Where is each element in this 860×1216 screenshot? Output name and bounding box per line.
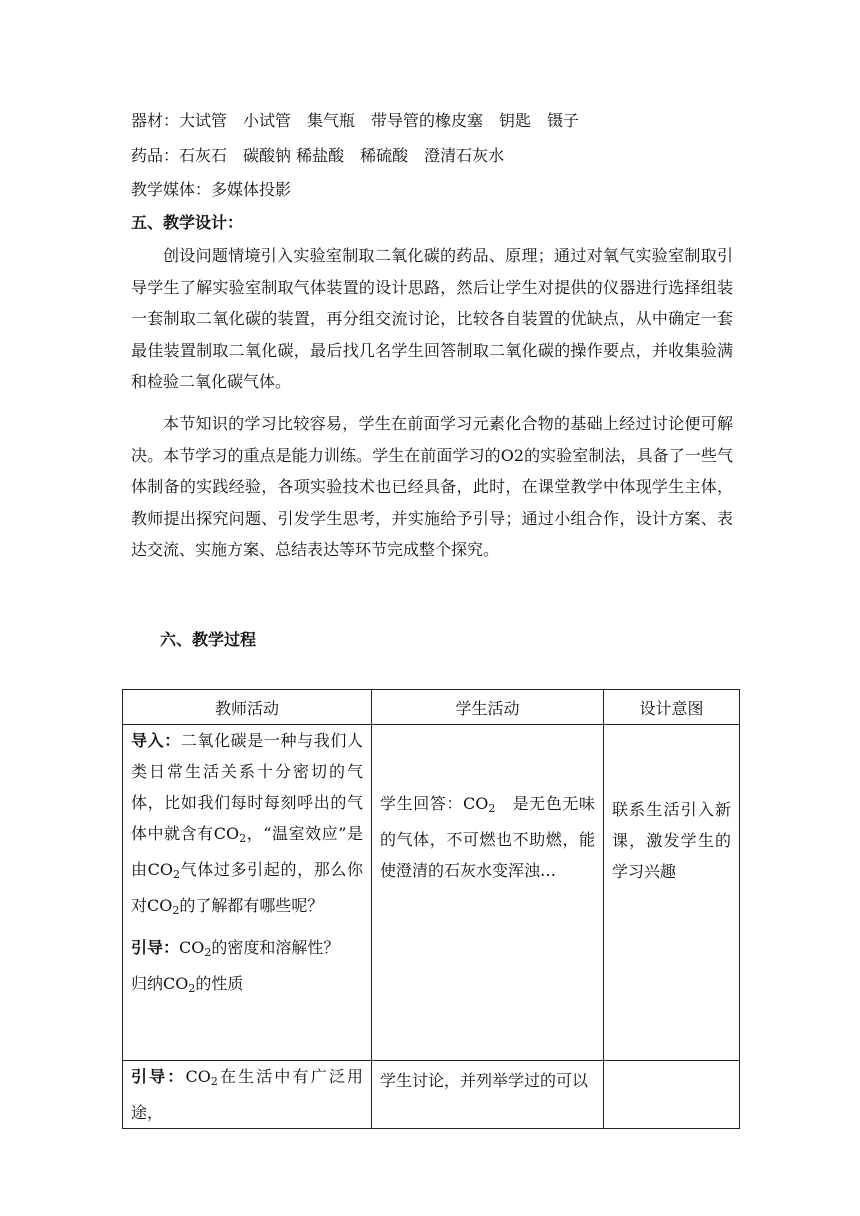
intro-part-c: 气体过多引起的，那么你对CO bbox=[131, 860, 363, 915]
student-activity-cell bbox=[372, 725, 604, 1061]
student-discussion-text: 学生讨论，并列举学过的可以 bbox=[380, 1071, 589, 1090]
reagents-label: 药品： bbox=[131, 146, 180, 165]
subscript-2: 2 bbox=[239, 832, 247, 845]
intro-label: 导入： bbox=[131, 731, 181, 750]
guide-part-b: 的密度和溶解性？ bbox=[211, 938, 340, 957]
guide-part-b: 在生活中有广泛用途， bbox=[131, 1067, 363, 1122]
student-part-a: 学生回答：CO bbox=[380, 794, 489, 813]
intro-part-d: 的了解都有哪些呢？ bbox=[179, 896, 324, 915]
equipment-label: 器材： bbox=[131, 111, 180, 130]
reagents-items: 石灰石 碳酸钠 稀盐酸 稀硫酸 澄清石灰水 bbox=[179, 146, 505, 165]
guide-part-a: CO bbox=[179, 938, 205, 957]
section5-paragraph-1: 创设问题情境引入实验室制取二氧化碳的药品、原理；通过对氧气实验室制取引导学生了解实验室制取气体装置的设计思路，然后让学生对提供的仪器进行选择组装一套制取二氧化碳的装置，再分组交流讨论，比较各自装置的优缺点，从中确定一套最佳装置制取二氧化碳，最后找几名学生回答制取二氧化碳的操作要点，并收集验满和检验二氧化碳气体。 bbox=[131, 246, 733, 391]
design-intent-cell bbox=[604, 1061, 740, 1129]
intro-part-a: 二氧化碳是一种与我们人类日常生活关系十分密切的气体，比如我们每时每刻呼出的气体中就含有CO bbox=[131, 731, 363, 843]
student-answer-text bbox=[380, 788, 595, 886]
equipment-items: 大试管 小试管 集气瓶 带导管的橡皮塞 钥匙 镊子 bbox=[179, 111, 580, 130]
table-header-row bbox=[123, 690, 740, 725]
section6-title: 六、教学过程 bbox=[160, 630, 257, 649]
header-teacher-activity: 教师活动 bbox=[123, 690, 372, 725]
media-line bbox=[131, 180, 291, 200]
guide-part-a: CO bbox=[185, 1067, 211, 1086]
teaching-process-table bbox=[122, 689, 740, 1129]
guide-text bbox=[131, 1061, 363, 1128]
summary-part-a: 归纳CO bbox=[131, 974, 189, 993]
subscript-2: 2 bbox=[210, 1075, 218, 1088]
teacher-activity-cell bbox=[123, 1061, 372, 1129]
reagents-line bbox=[131, 146, 504, 166]
media-label: 教学媒体： bbox=[131, 180, 212, 199]
summary-text bbox=[131, 968, 363, 1004]
intro-part-b: ，“温室效应”是由CO bbox=[131, 824, 363, 879]
guide-label: 引导： bbox=[131, 938, 180, 957]
teacher-activity-cell bbox=[123, 725, 372, 1061]
table-row bbox=[123, 725, 740, 1061]
subscript-2: 2 bbox=[173, 868, 180, 881]
summary-part-b: 的性质 bbox=[195, 974, 244, 993]
design-intent-cell bbox=[604, 725, 740, 1061]
subscript-2: 2 bbox=[172, 904, 180, 917]
guide-text bbox=[131, 932, 363, 968]
student-part-b: 是无色无味的气体，不可燃也不助燃，能使澄清的石灰水变浑浊… bbox=[380, 794, 595, 880]
media-items: 多媒体投影 bbox=[211, 180, 292, 199]
student-activity-cell bbox=[372, 1061, 604, 1129]
section5-title: 五、教学设计： bbox=[131, 213, 244, 232]
intro-text bbox=[131, 725, 363, 926]
table-row bbox=[123, 1061, 740, 1129]
guide-label: 引导： bbox=[131, 1067, 186, 1086]
header-student-activity: 学生活动 bbox=[372, 690, 604, 725]
section5-paragraph-2: 本节知识的学习比较容易，学生在前面学习元素化合物的基础上经过讨论便可解决。本节学习的重点是能力训练。学生在前面学习的O2的实验室制法，具备了一些气体制备的实践经验，各项实验技术也已经具备，此时，在课堂教学中体现学生主体，教师提出探究问题、引发学生思考，并实施给予引导；通过小组合作，设计方案、表达交流、实施方案、总结表达等环节完成整个探究。 bbox=[131, 414, 733, 559]
equipment-line bbox=[131, 111, 579, 131]
subscript-2: 2 bbox=[188, 982, 196, 995]
design-intent-text: 联系生活引入新课，激发学生的学习兴趣 bbox=[612, 800, 731, 881]
header-design-intent: 设计意图 bbox=[604, 690, 740, 725]
subscript-2: 2 bbox=[488, 802, 496, 815]
subscript-2: 2 bbox=[204, 946, 212, 959]
